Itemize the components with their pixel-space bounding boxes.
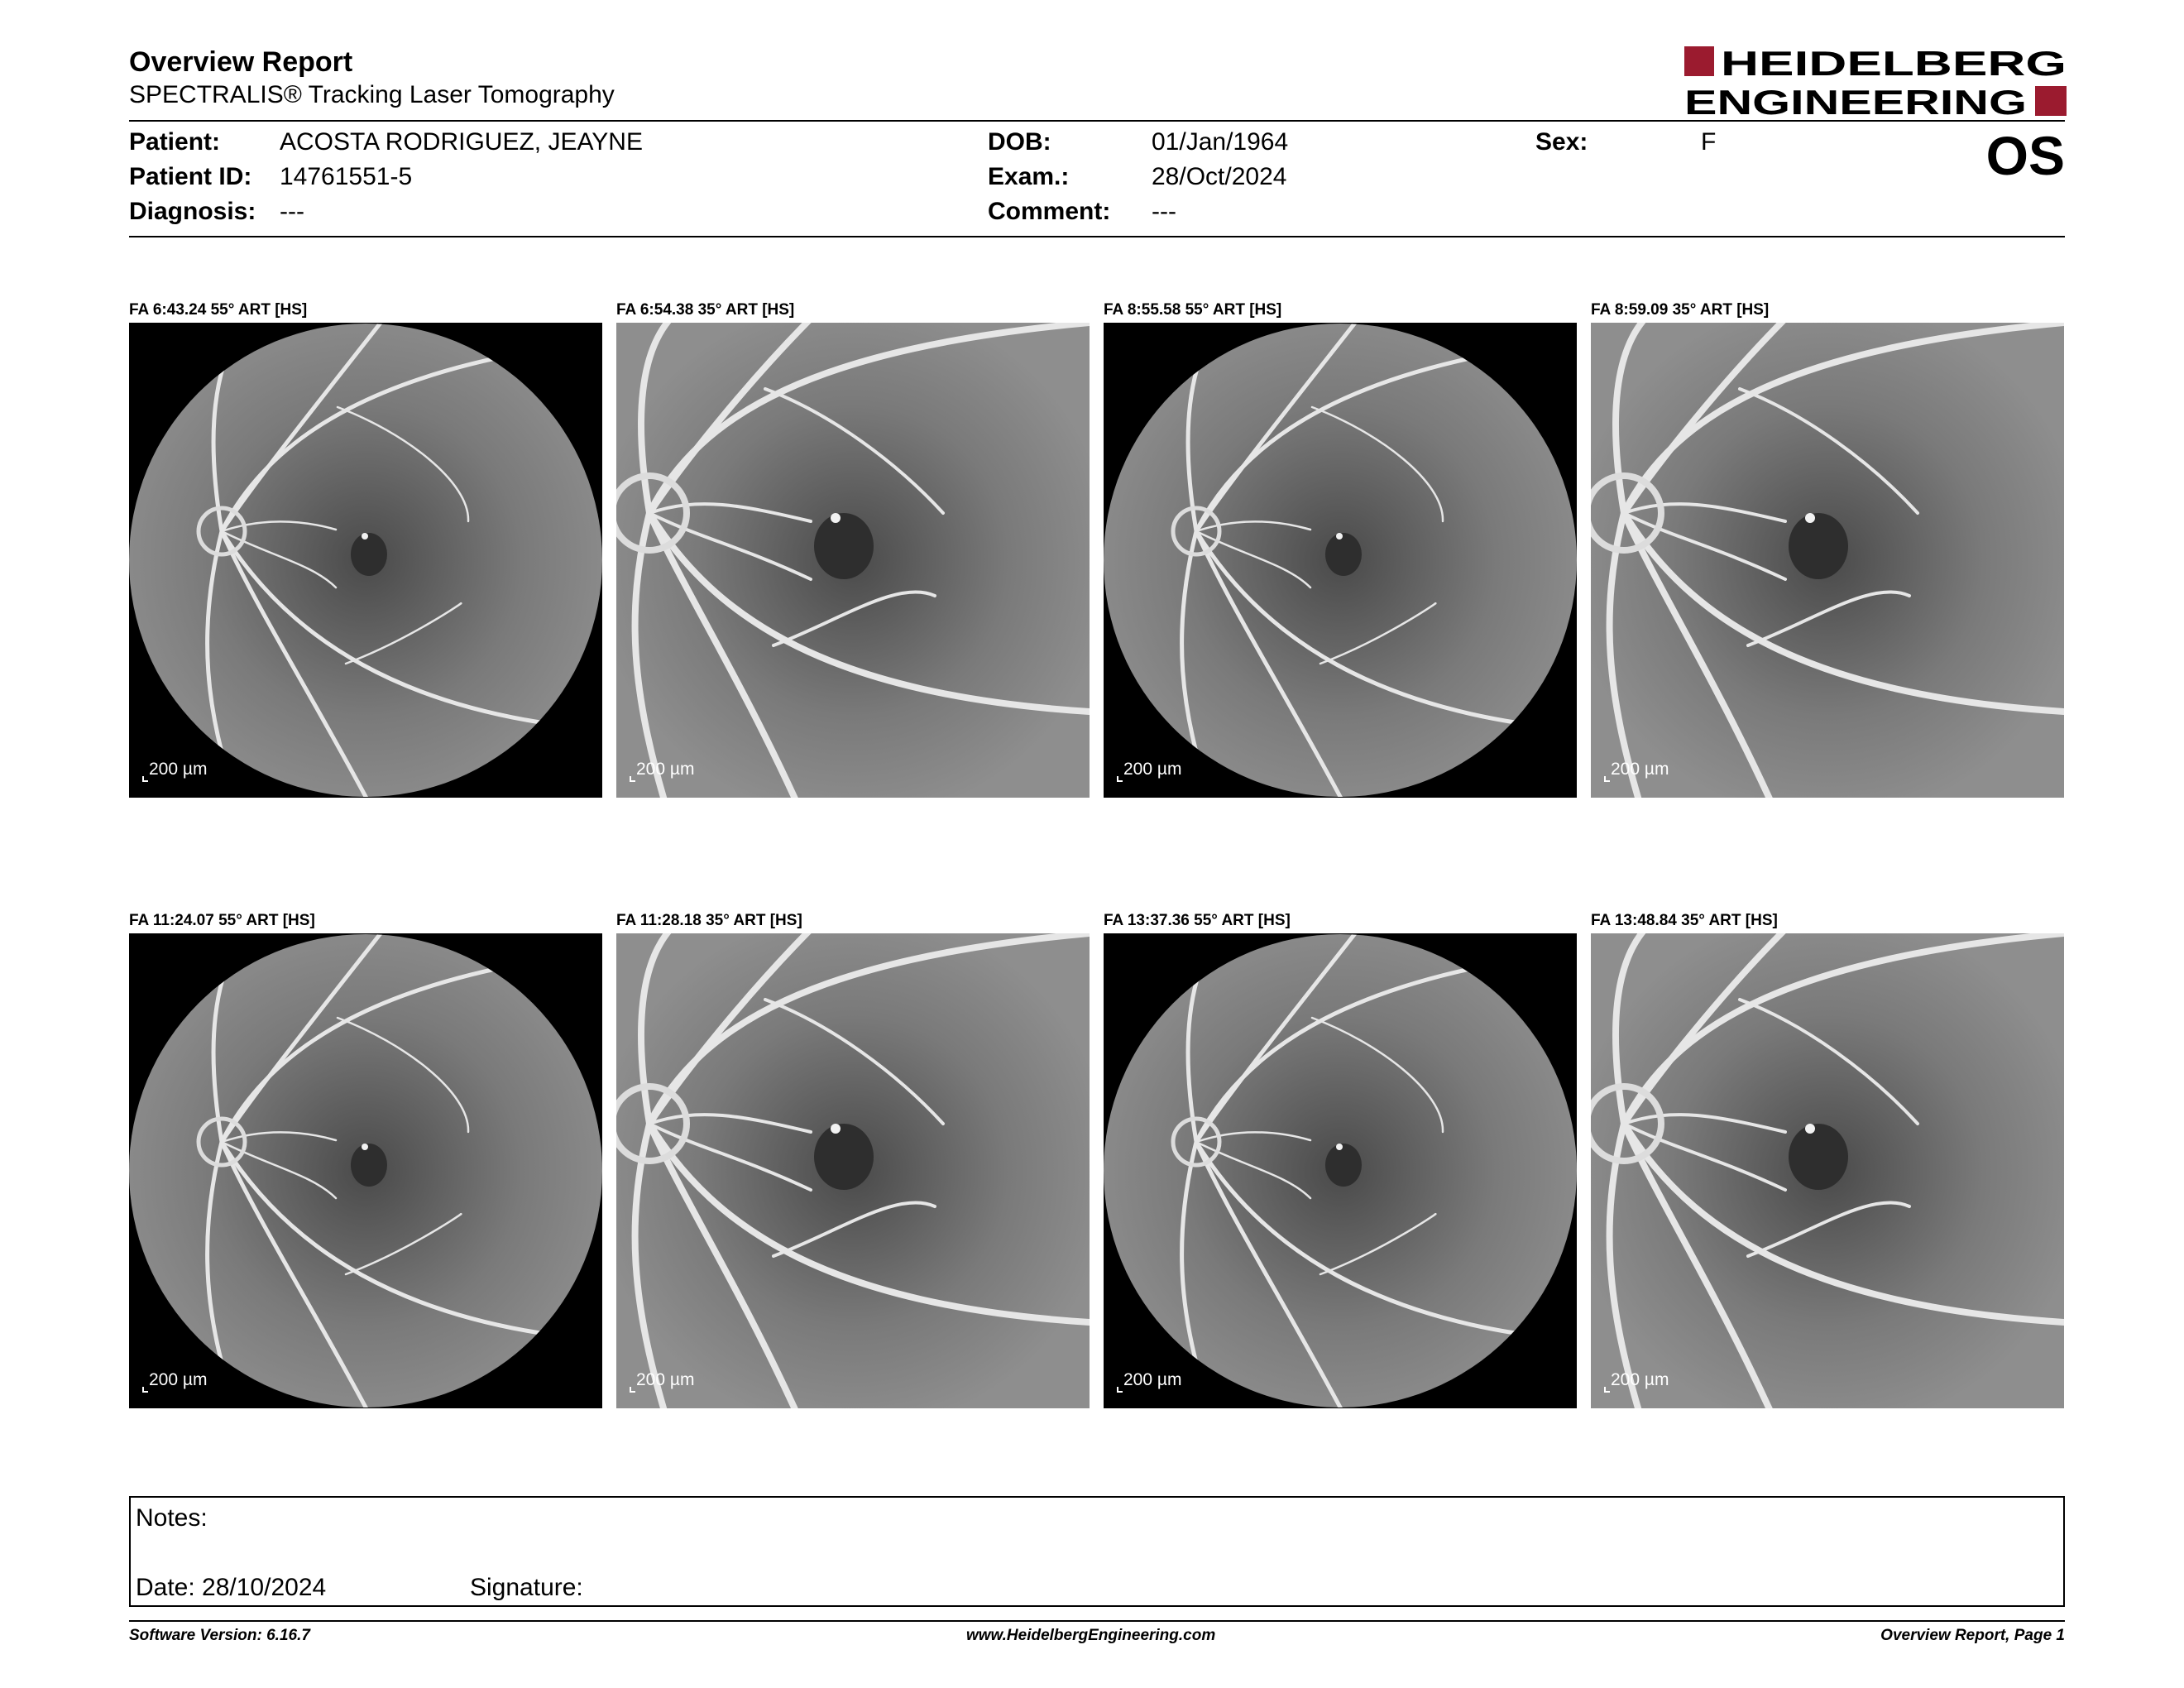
macula bbox=[1789, 1124, 1848, 1190]
fundus-image[interactable] bbox=[1104, 933, 1577, 1408]
scale-bar-label: 200 µm bbox=[636, 1370, 695, 1389]
report-subtitle: SPECTRALIS® Tracking Laser Tomography bbox=[129, 81, 615, 108]
image-caption: FA 8:59.09 35° ART [HS] bbox=[1591, 301, 1770, 319]
comment-value: --- bbox=[1152, 198, 1176, 225]
scale-bar-label: 200 µm bbox=[636, 760, 695, 779]
dob-value: 01/Jan/1964 bbox=[1152, 128, 1289, 156]
fundus-image-graphic bbox=[1104, 933, 1577, 1408]
sex-label: Sex: bbox=[1535, 128, 1588, 156]
patient-id-value: 14761551-5 bbox=[280, 163, 413, 190]
fundus-image-graphic bbox=[129, 933, 602, 1408]
scale-bar-label: 200 µm bbox=[1123, 1370, 1182, 1389]
patient-id-label: Patient ID: bbox=[129, 163, 252, 190]
scale-bar-label: 200 µm bbox=[149, 1370, 208, 1389]
fundus-image-graphic bbox=[1591, 933, 2064, 1408]
hyperfluorescent-spot bbox=[362, 533, 368, 539]
logo-line-2: ENGINEERING bbox=[1684, 83, 2027, 119]
fundus-image-graphic bbox=[1104, 323, 1577, 798]
macula bbox=[1325, 533, 1362, 576]
image-caption: FA 6:43.24 55° ART [HS] bbox=[129, 301, 308, 319]
scale-bar-icon bbox=[630, 776, 635, 782]
image-caption: FA 8:55.58 55° ART [HS] bbox=[1104, 301, 1282, 319]
diagnosis-label: Diagnosis: bbox=[129, 198, 256, 225]
hyperfluorescent-spot bbox=[1336, 533, 1343, 539]
hyperfluorescent-spot bbox=[1336, 1144, 1343, 1150]
patient-label: Patient: bbox=[129, 128, 221, 156]
logo-square-top bbox=[1684, 46, 1714, 76]
logo-square-bottom bbox=[2035, 86, 2067, 116]
scale-bar-icon bbox=[1604, 776, 1610, 782]
image-caption: FA 13:37.36 55° ART [HS] bbox=[1104, 912, 1291, 929]
page-indicator: Overview Report, Page 1 bbox=[1880, 1627, 2065, 1644]
image-caption: FA 13:48.84 35° ART [HS] bbox=[1591, 912, 1778, 929]
macula bbox=[351, 533, 387, 576]
hyperfluorescent-spot bbox=[831, 1124, 841, 1134]
fundus-image[interactable] bbox=[129, 323, 602, 798]
image-caption: FA 6:54.38 35° ART [HS] bbox=[616, 301, 795, 319]
comment-label: Comment: bbox=[988, 198, 1111, 225]
exam-label: Exam.: bbox=[988, 163, 1070, 190]
exam-value: 28/Oct/2024 bbox=[1152, 163, 1287, 190]
image-caption: FA 11:24.07 55° ART [HS] bbox=[129, 912, 315, 929]
patient-value: ACOSTA RODRIGUEZ, JEAYNE bbox=[280, 128, 643, 156]
software-version: Software Version: 6.16.7 bbox=[129, 1627, 310, 1644]
fundus-image-graphic bbox=[129, 323, 602, 798]
scale-bar-label: 200 µm bbox=[1611, 760, 1669, 779]
macula bbox=[1789, 513, 1848, 579]
fundus-image[interactable] bbox=[616, 933, 1090, 1408]
signature-label: Signature: bbox=[470, 1574, 583, 1601]
website-link[interactable]: www.HeidelbergEngineering.com bbox=[966, 1627, 1216, 1644]
macula bbox=[1325, 1144, 1362, 1187]
header-rule-bottom bbox=[129, 236, 2065, 237]
eye-indicator: OS bbox=[1985, 125, 2065, 186]
diagnosis-value: --- bbox=[280, 198, 304, 225]
hyperfluorescent-spot bbox=[831, 513, 841, 523]
fundus-image-graphic bbox=[616, 323, 1090, 798]
heidelberg-logo bbox=[1684, 45, 2068, 119]
header-rule-top bbox=[129, 120, 2065, 122]
hyperfluorescent-spot bbox=[1805, 1124, 1815, 1134]
scale-bar-icon bbox=[1604, 1387, 1610, 1393]
notes-box bbox=[129, 1496, 2065, 1607]
fundus-image-graphic bbox=[1591, 323, 2064, 798]
macula bbox=[351, 1144, 387, 1187]
macula bbox=[814, 513, 874, 579]
footer-rule bbox=[129, 1620, 2065, 1622]
scale-bar-label: 200 µm bbox=[149, 760, 208, 779]
sex-value: F bbox=[1701, 128, 1717, 156]
fundus-image-graphic bbox=[616, 933, 1090, 1408]
fundus-image[interactable] bbox=[129, 933, 602, 1408]
fundus-image[interactable] bbox=[1591, 933, 2064, 1408]
report-title: Overview Report bbox=[129, 46, 353, 78]
notes-label: Notes: bbox=[136, 1504, 208, 1532]
fundus-image[interactable] bbox=[1591, 323, 2064, 798]
dob-label: DOB: bbox=[988, 128, 1051, 156]
scale-bar-label: 200 µm bbox=[1123, 760, 1182, 779]
scale-bar-icon bbox=[1117, 1387, 1123, 1393]
fundus-image[interactable] bbox=[1104, 323, 1577, 798]
logo-line-1: HEIDELBERG bbox=[1721, 45, 2067, 83]
image-caption: FA 11:28.18 35° ART [HS] bbox=[616, 912, 802, 929]
scale-bar-icon bbox=[630, 1387, 635, 1393]
macula bbox=[814, 1124, 874, 1190]
date-label: Date: 28/10/2024 bbox=[136, 1574, 327, 1601]
hyperfluorescent-spot bbox=[362, 1144, 368, 1150]
scale-bar-icon bbox=[142, 1387, 148, 1393]
fundus-image[interactable] bbox=[616, 323, 1090, 798]
scale-bar-icon bbox=[142, 776, 148, 782]
scale-bar-icon bbox=[1117, 776, 1123, 782]
hyperfluorescent-spot bbox=[1805, 513, 1815, 523]
scale-bar-label: 200 µm bbox=[1611, 1370, 1669, 1389]
